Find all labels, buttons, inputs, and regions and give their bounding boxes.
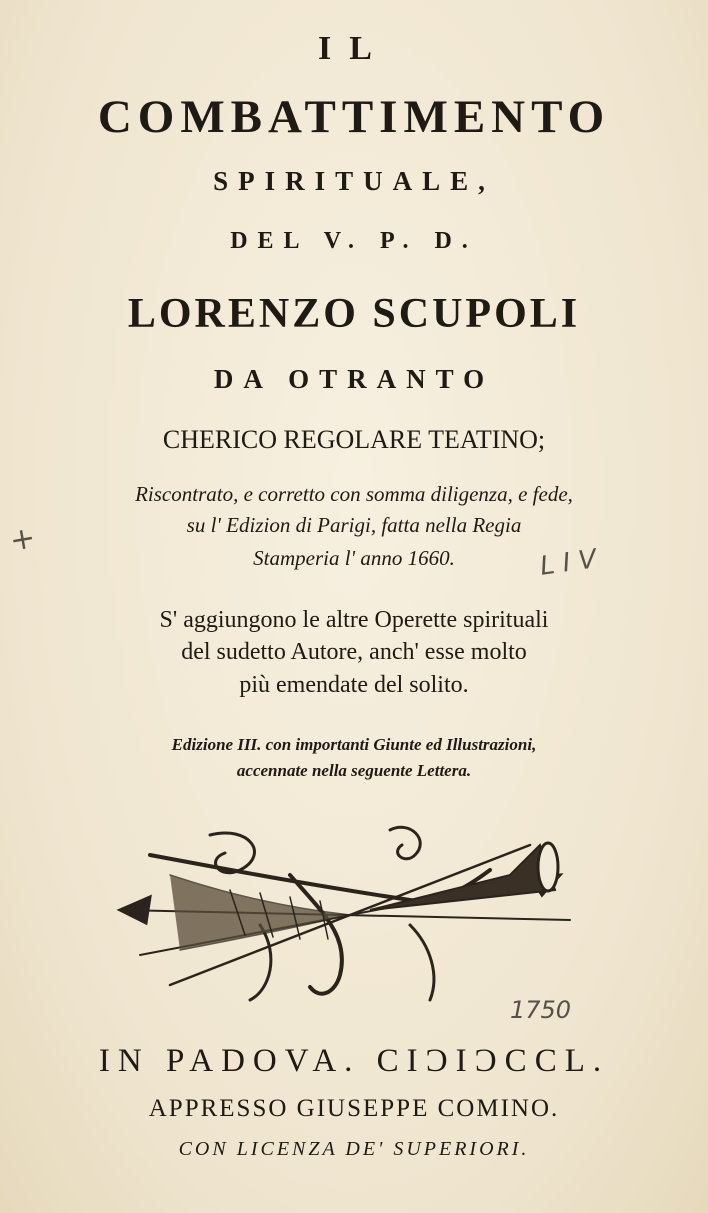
imprint-place-date: IN PADOVA. CIƆIƆCCL. <box>98 1043 610 1079</box>
author-prefix: DEL V. P. D. <box>230 228 478 254</box>
edition-line-1: Edizione III. con importanti Giunte ed Illustrazioni, <box>171 735 537 754</box>
handwritten-year-note: 1750 <box>510 996 572 1024</box>
author-order: CHERICO REGOLARE TEATINO; <box>162 425 546 454</box>
edition-line-2: accennate nella seguente Lettera. <box>236 761 472 780</box>
margin-pencil-cross: + <box>7 520 38 559</box>
collation-line-2: su l' Edizion di Parigi, fatta nella Regia <box>186 513 522 537</box>
imprint-license: CON LICENZA DE' SUPERIORI. <box>178 1138 530 1160</box>
printers-ornament-vignette <box>110 815 580 1010</box>
additions-line-3: più emendate del solito. <box>239 672 469 698</box>
margin-pencil-note: L I V <box>538 544 599 582</box>
additions-line-2: del sudetto Autore, anch' esse molto <box>181 639 527 665</box>
title-subtitle: SPIRITUALE, <box>213 166 495 196</box>
author-name: LORENZO SCUPOLI <box>127 291 581 337</box>
author-origin: DA OTRANTO <box>213 364 495 394</box>
additions-line-1: S' aggiungono le altre Operette spirituali <box>159 607 549 633</box>
title-main: COMBATTIMENTO <box>97 91 611 143</box>
collation-line-3: Stamperia l' anno 1660. <box>253 546 455 570</box>
collation-line-1: Riscontrato, e corretto con somma diligenza, e fede, <box>135 482 573 506</box>
title-line-il: IL <box>318 30 390 67</box>
imprint-printer: APPRESSO GIUSEPPE COMINO. <box>148 1095 560 1122</box>
